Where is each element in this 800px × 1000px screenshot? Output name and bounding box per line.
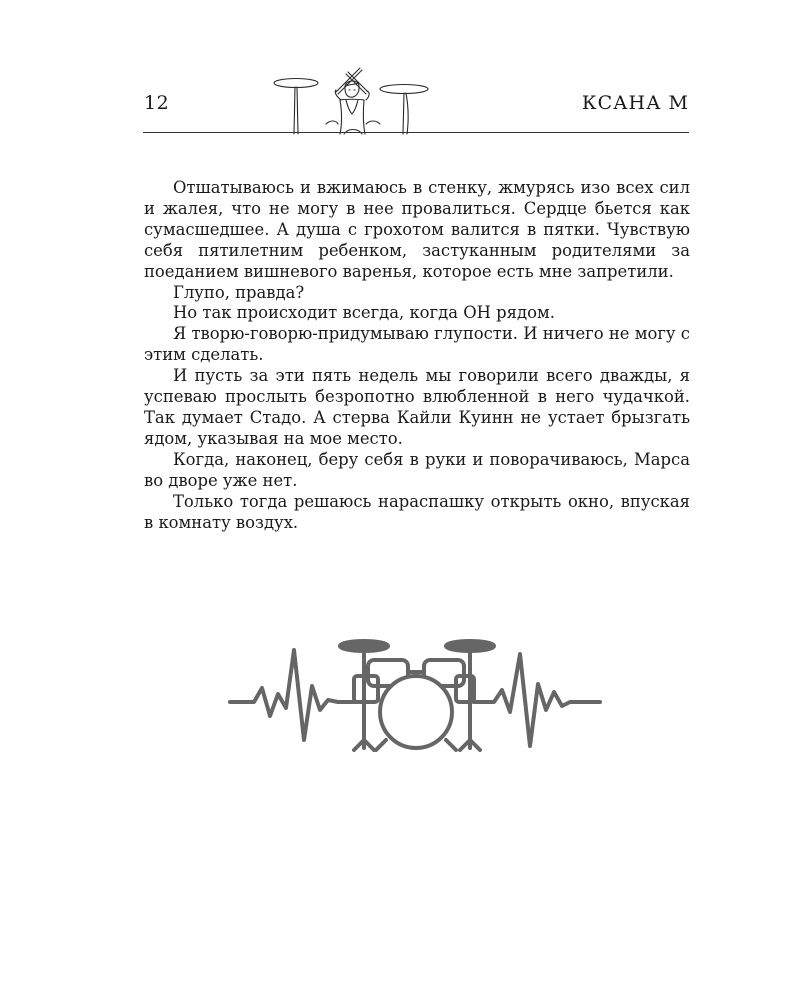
drummer-sketch-icon (266, 64, 438, 136)
paragraph: Но так происходит всегда, когда ОН рядом. (173, 303, 555, 323)
header-rule (143, 132, 689, 133)
paragraph: Глупо, правда? (173, 282, 305, 302)
running-title: КСАНА М (581, 92, 689, 114)
paragraph: Отшатываюсь и вжимаюсь в стенку, жмурясь изо всех сил и жалея, что не могу в нее провалиться. Сердце бьется как сумасшедшее. А душа с грохотом валится в пятки. Чувствую себя пятилетним ребенком, застуканным родителями за поеданием вишневого варенья, которое есть мне запретили. (144, 178, 690, 281)
page-number: 12 (144, 92, 170, 114)
paragraph: Только тогда решаюсь нараспашку открыть окно, впуская в комнату воздух. (144, 491, 690, 532)
paragraph: Когда, наконец, беру себя в руки и поворачиваюсь, Марса во дворе уже нет. (144, 449, 690, 490)
body-text (144, 178, 690, 533)
paragraph: Я творю-говорю-придумываю глупости. И ничего не могу с этим сделать. (144, 324, 690, 365)
drum-kit-heartbeat-icon (226, 630, 604, 752)
paragraph: И пусть за эти пять недель мы говорили всего дважды, я успеваю прослыть безропотно влюбленной в него чудачкой. Так думает Стадо. А стерва Кайли Куинн не устает брызгать ядом, указывая на мое место. (144, 366, 690, 448)
